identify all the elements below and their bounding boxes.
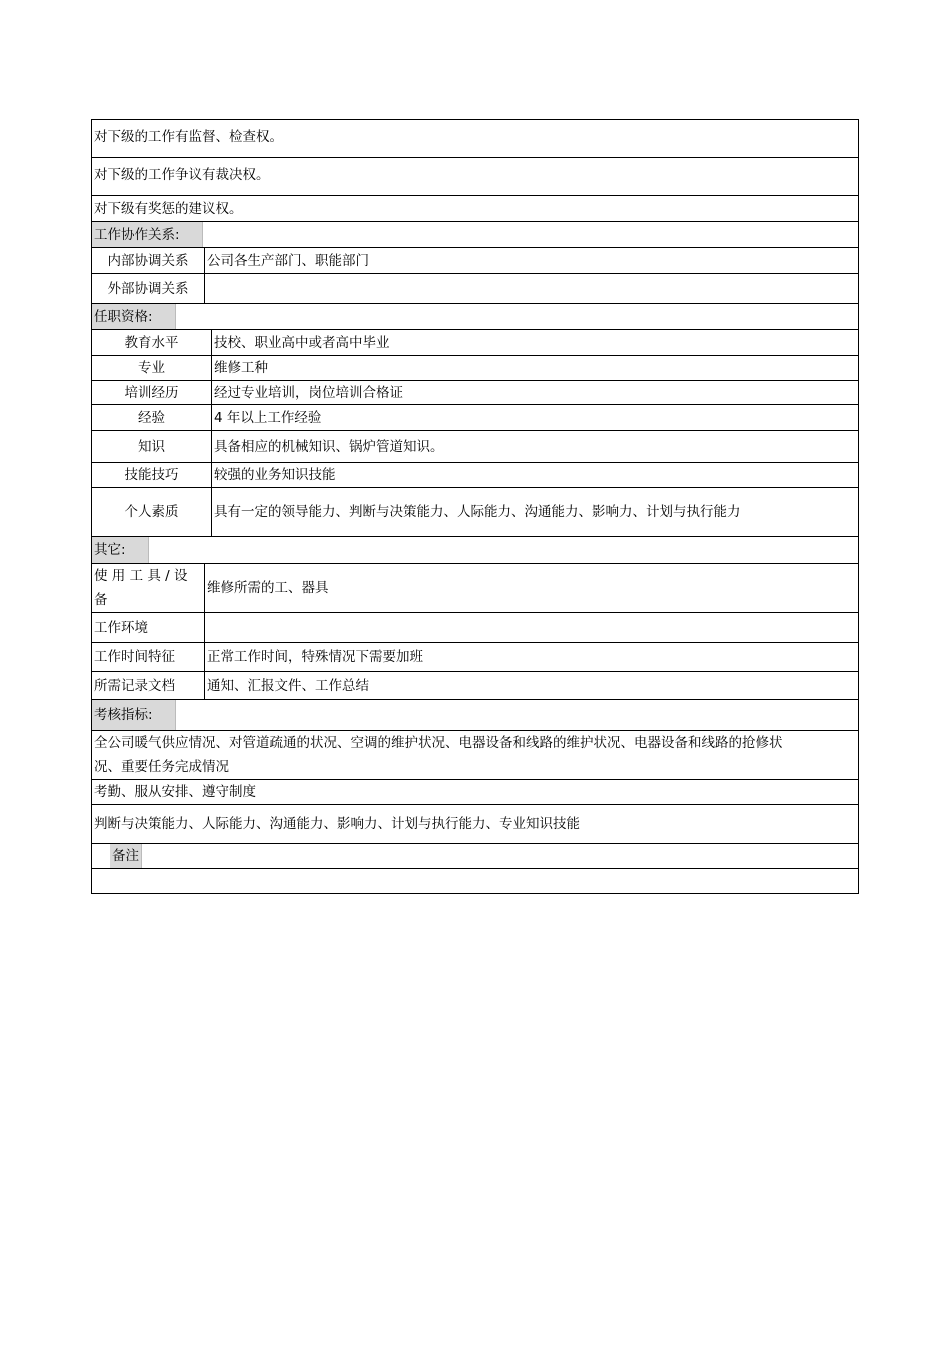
- qualification-row: [91, 405, 859, 431]
- other-row: [91, 564, 859, 613]
- field-label: 专业: [92, 356, 212, 380]
- field-value: 维修工种: [214, 360, 268, 376]
- section-title: 其它:: [92, 537, 149, 563]
- other-row: [91, 643, 859, 672]
- field-value: 维修所需的工、器具: [207, 580, 329, 596]
- qualification-row: [91, 381, 859, 405]
- other-row: [91, 672, 859, 700]
- field-value: 正常工作时间，特殊情况下需要加班: [207, 649, 423, 665]
- assessment-row: [91, 731, 859, 780]
- remarks-row: [91, 869, 859, 894]
- assessment-text: 判断与决策能力、人际能力、沟通能力、影响力、计划与执行能力、专业知识技能: [94, 816, 580, 832]
- field-label: 内部协调关系: [92, 248, 205, 273]
- cooperation-row-internal: [91, 248, 859, 274]
- field-label: 技能技巧: [92, 463, 212, 487]
- remarks-section-header: [91, 844, 859, 869]
- field-label: 教育水平: [92, 330, 212, 355]
- field-label: 知识: [92, 431, 212, 462]
- qualification-row: [91, 488, 859, 537]
- field-value: [205, 274, 858, 303]
- field-label: 外部协调关系: [92, 274, 205, 303]
- section-title: 任职资格:: [92, 304, 176, 329]
- assessment-row: [91, 805, 859, 844]
- field-label: 培训经历: [92, 381, 212, 404]
- job-description-form: [91, 119, 859, 894]
- remarks-title-wrap: [92, 844, 142, 868]
- assessment-text: 考勤、服从安排、遵守制度: [94, 784, 256, 800]
- field-label: 个人素质: [92, 488, 212, 536]
- cooperation-section-header: [91, 222, 859, 248]
- assessment-row: [91, 780, 859, 805]
- field-value: [205, 613, 858, 642]
- qualification-row: [91, 330, 859, 356]
- section-title: 工作协作关系:: [92, 222, 203, 247]
- field-value: 较强的业务知识技能: [214, 467, 336, 483]
- qualification-row: [91, 431, 859, 463]
- right-row: [91, 196, 859, 222]
- right-row: [91, 158, 859, 196]
- qualification-row: [91, 356, 859, 381]
- field-value: 具有一定的领导能力、判断与决策能力、人际能力、沟通能力、影响力、计划与执行能力: [214, 504, 741, 520]
- other-section-header: [91, 537, 859, 564]
- section-title: 考核指标:: [92, 700, 176, 730]
- field-label: 使 用 工 具 / 设 备: [92, 564, 205, 612]
- right-row: [91, 119, 859, 158]
- right-text: 对下级有奖惩的建议权。: [94, 200, 243, 217]
- assessment-section-header: [91, 700, 859, 731]
- section-title: 备注: [110, 844, 142, 868]
- field-value: 通知、汇报文件、工作总结: [207, 677, 369, 694]
- right-text: 对下级的工作有监督、检查权。: [94, 129, 283, 145]
- qualification-section-header: [91, 304, 859, 330]
- qualification-row: [91, 463, 859, 488]
- field-value: 经过专业培训，岗位培训合格证: [214, 384, 403, 401]
- remarks-value: [92, 869, 858, 893]
- field-value: 公司各生产部门、职能部门: [207, 252, 369, 269]
- field-value: 具备相应的机械知识、锅炉管道知识。: [214, 438, 444, 455]
- cooperation-row-external: [91, 274, 859, 304]
- field-label: 所需记录文档: [92, 672, 205, 699]
- assessment-text: 全公司暖气供应情况、对管道疏通的状况、空调的维护状况、电器设备和线路的维护状况、电器设备和线路的抢修状况、重要任务完成情况: [94, 735, 783, 775]
- right-text: 对下级的工作争议有裁决权。: [94, 167, 270, 183]
- other-row: [91, 613, 859, 643]
- field-label: 工作环境: [92, 613, 205, 642]
- field-value: 4 年以上工作经验: [214, 409, 322, 426]
- field-label: 工作时间特征: [92, 643, 205, 671]
- field-value: 技校、职业高中或者高中毕业: [214, 334, 390, 351]
- field-label: 经验: [92, 405, 212, 430]
